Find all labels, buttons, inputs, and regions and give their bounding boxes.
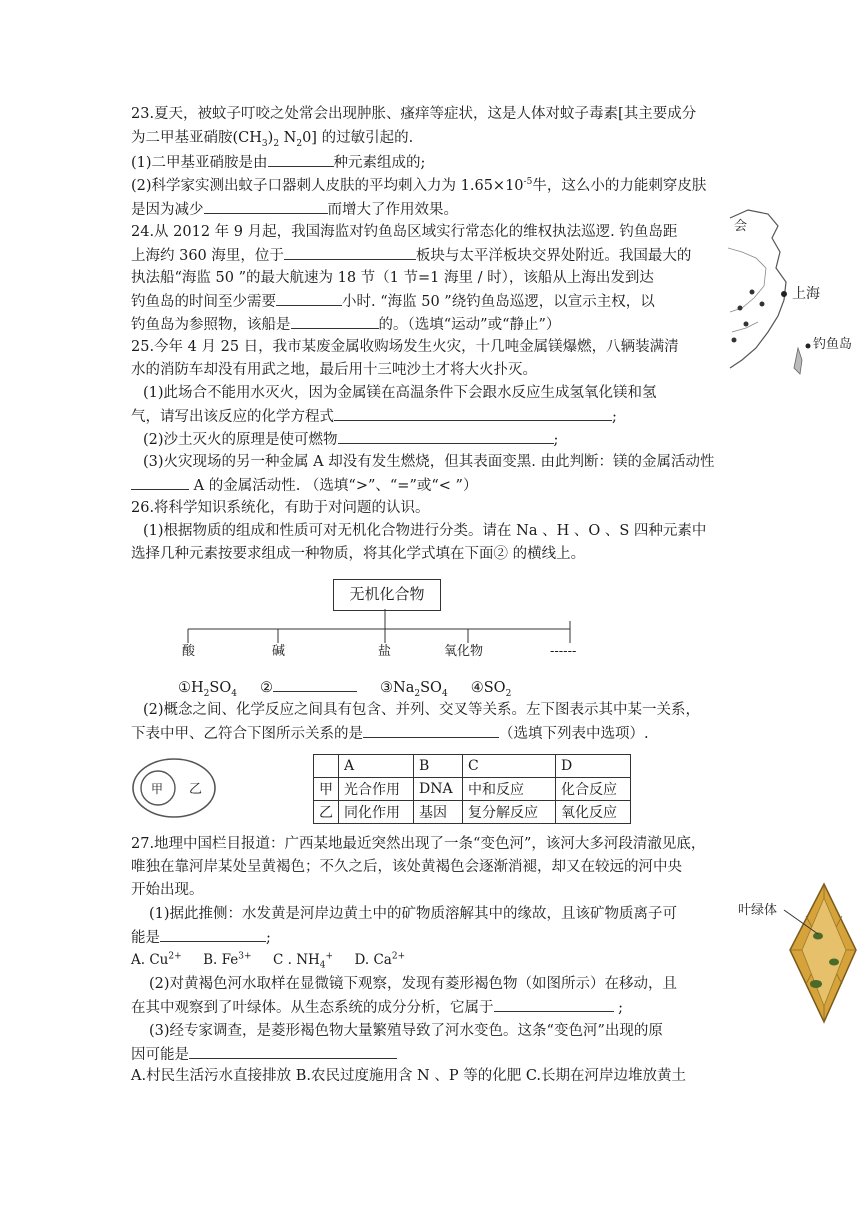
answer-blank[interactable] xyxy=(160,927,266,942)
answer-blank[interactable] xyxy=(131,475,189,490)
q25-stem-line1: 25.今年 4 月 25 日，我市某废金属收购场发生火灾，十几吨金属镁爆燃，八辆装满清 xyxy=(131,339,679,355)
q23-stem-line2: 为二甲基亚硝胺$(CH_3)_2$ $N_20$] 的过敏引起的. xyxy=(131,130,414,149)
table-row xyxy=(314,801,631,824)
q27-stem-line1: 27.地理中国栏目报道：广西某地最近突然出现了一条“变色河”，该河大多河段清澈见底， xyxy=(131,836,706,852)
q23-part1: (1)二甲基亚硝胺是由 种元素组成的; xyxy=(131,152,425,173)
answer-blank[interactable] xyxy=(204,199,328,214)
map-label-top: 会 xyxy=(734,218,748,233)
shanghai-marker xyxy=(781,291,787,297)
answer-blank[interactable] xyxy=(494,997,614,1012)
diaoyu-marker xyxy=(806,344,811,349)
table-cell: A xyxy=(339,755,414,778)
east-china-map xyxy=(728,208,858,378)
answer-blank[interactable] xyxy=(284,245,416,260)
options-table xyxy=(313,754,631,824)
q25-part2: (2)沙土灭火的原理是使可燃物 ; xyxy=(143,429,558,450)
q24-stem-line3: 执法船“海监 50 ”的最大航速为 18 节（1 节=1 海里 / 时），该船从上海出发到达 xyxy=(131,270,654,286)
table-cell: B xyxy=(414,755,463,778)
q25-part3-line1: (3)火灾现场的另一种金属 A 却没有发生燃烧，但其表面变黑. 由此判断：镁的金属活动性 xyxy=(143,454,715,470)
answer-blank[interactable] xyxy=(273,677,357,692)
tree-child-salt: 盐 xyxy=(378,644,392,659)
map-label-diaoyu: 钓鱼岛 xyxy=(813,336,853,351)
table-cell: 中和反应 xyxy=(463,778,556,801)
table-cell: 基因 xyxy=(414,801,463,824)
q27-part3-line2: 因可能是 xyxy=(131,1044,397,1065)
venn-outer-label: 乙 xyxy=(189,781,203,796)
q24-stem-line5: 钓鱼岛为参照物，该船是 的。（选填“运动”或“静止”） xyxy=(131,314,560,335)
q25-part1-line1: (1)此场合不能用水灭火，因为金属镁在高温条件下会跟水反应生成氢氧化镁和氢 xyxy=(143,385,657,401)
table-cell: C xyxy=(463,755,556,778)
answer-blank[interactable] xyxy=(338,429,554,444)
venn-inner-label: 甲 xyxy=(151,782,164,796)
q27-part3-choices: A.村民生活污水直接排放 B.农民过度施用含 N 、P 等的化肥 C.长期在河岸边堆放黄土 xyxy=(131,1068,687,1084)
q25-stem-line2: 水的消防车却没有用武之地，最后用十三吨沙土才将大火扑灭。 xyxy=(131,362,537,378)
chloroplast-label: 叶绿体 xyxy=(738,902,778,917)
table-cell: 复分解反应 xyxy=(463,801,556,824)
answer-blank[interactable] xyxy=(189,1044,397,1059)
answer-blank[interactable] xyxy=(291,314,379,329)
answer-blank[interactable] xyxy=(363,723,499,738)
q24-stem-line2: 上海约 360 海里，位于 板块与太平洋板块交界处附近。我国最大的 xyxy=(131,245,691,266)
q26-part2-line1: (2)概念之间、化学反应之间具有包含、并列、交叉等关系。左下图表示其中某一关系， xyxy=(143,702,701,718)
q27-part1-options: A. $Cu^{2+}$ B. $Fe^{3+}$ C . $NH_4^+$ D. $Ca^{2+}$ xyxy=(131,951,406,971)
q26-part1-line2: 选择几种元素按要求组成一种物质，将其化学式填在下面② 的横线上。 xyxy=(131,546,586,562)
q24-stem-line1: 24.从 2012 年 9 月起，我国海监对钓鱼岛区域实行常态化的维权执法巡逻. 钓鱼岛距 xyxy=(131,224,678,240)
tree-child-acid: 酸 xyxy=(182,644,196,659)
table-row xyxy=(314,778,631,801)
tree-child-oxide: 氧化物 xyxy=(444,644,484,659)
answer-blank[interactable] xyxy=(276,291,342,306)
q26-stem: 26.将科学知识系统化，有助于对问题的认识。 xyxy=(131,500,430,516)
tree-root-label: 无机化合物 xyxy=(349,586,425,603)
table-cell: 同化作用 xyxy=(339,801,414,824)
tree-child-base: 碱 xyxy=(272,644,286,659)
q26-part1-line1: (1)根据物质的组成和性质可对无机化合物进行分类。请在 Na 、H 、O 、S 四种元素中 xyxy=(143,523,707,539)
q27-stem-line2: 唯独在靠河岸某处呈黄褐色；不久之后，该处黄褐色会逐渐消褪，却又在较远的河中央 xyxy=(131,859,682,875)
q23-stem-line1: 23.夏天，被蚊子叮咬之处常会出现肿胀、瘙痒等症状，这是人体对蚊子毒素[其主要成分 xyxy=(131,106,697,122)
table-header-row xyxy=(314,755,631,778)
table-cell xyxy=(314,755,339,778)
q27-part2-line1: (2)对黄褐色河水取样在显微镜下观察，发现有菱形褐色物（如图所示）在移动，且 xyxy=(149,976,678,992)
q27-part1-line1: (1)据此推侧：水发黄是河岸边黄土中的矿物质溶解其中的缘故，且该矿物质离子可 xyxy=(149,906,678,922)
q23-part2-line2: 是因为减少 而增大了作用效果。 xyxy=(131,199,458,220)
q26-formulas: $①H_2SO_4$ ② $③Na_2SO_4$ $④SO_2$ xyxy=(178,677,511,698)
table-cell: 乙 xyxy=(314,801,339,824)
q25-part3-line2: A 的金属活动性. （选填“>”、“=”或“< ”） xyxy=(131,475,477,496)
q27-part3-line1: (3)经专家调查，是菱形褐色物大量繁殖导致了河水变色。这条“变色河”出现的原 xyxy=(149,1023,663,1039)
q27-part1-line2: 能是 ; xyxy=(131,927,271,948)
table-cell: D xyxy=(556,755,631,778)
answer-blank[interactable] xyxy=(334,406,612,421)
map-label-shanghai: 上海 xyxy=(792,285,820,301)
table-cell: 化合反应 xyxy=(556,778,631,801)
q24-stem-line4: 钓鱼岛的时间至少需要 小时. “海监 50 ”绕钓鱼岛巡逻，以宣示主权，以 xyxy=(131,291,655,312)
tree-root-box xyxy=(333,579,441,611)
answer-blank[interactable] xyxy=(268,152,334,167)
q27-stem-line3: 开始出现。 xyxy=(131,882,204,898)
q25-part1-line2: 气，请写出该反应的化学方程式 ; xyxy=(131,406,617,427)
diatom-figure xyxy=(738,880,862,1030)
table-cell: 氧化反应 xyxy=(556,801,631,824)
q27-part2-line2: 在其中观察到了叶绿体。从生态系统的成分分析，它属于 ; xyxy=(131,997,623,1018)
table-cell: 光合作用 xyxy=(339,778,414,801)
table-cell: 甲 xyxy=(314,778,339,801)
q26-part2-line2: 下表中甲、乙符合下图所示关系的是 （选填下列表中选项）. xyxy=(131,723,649,744)
venn-diagram xyxy=(130,756,220,820)
table-cell: DNA xyxy=(414,778,463,801)
tree-child-more: ------ xyxy=(550,644,577,659)
q23-part2-line1: (2)科学家实测出蚊子口器刺人皮肤的平均刺入力为 $1.65\times 10^{-5}$牛，这么小的力能刺穿皮肤 xyxy=(131,177,707,194)
